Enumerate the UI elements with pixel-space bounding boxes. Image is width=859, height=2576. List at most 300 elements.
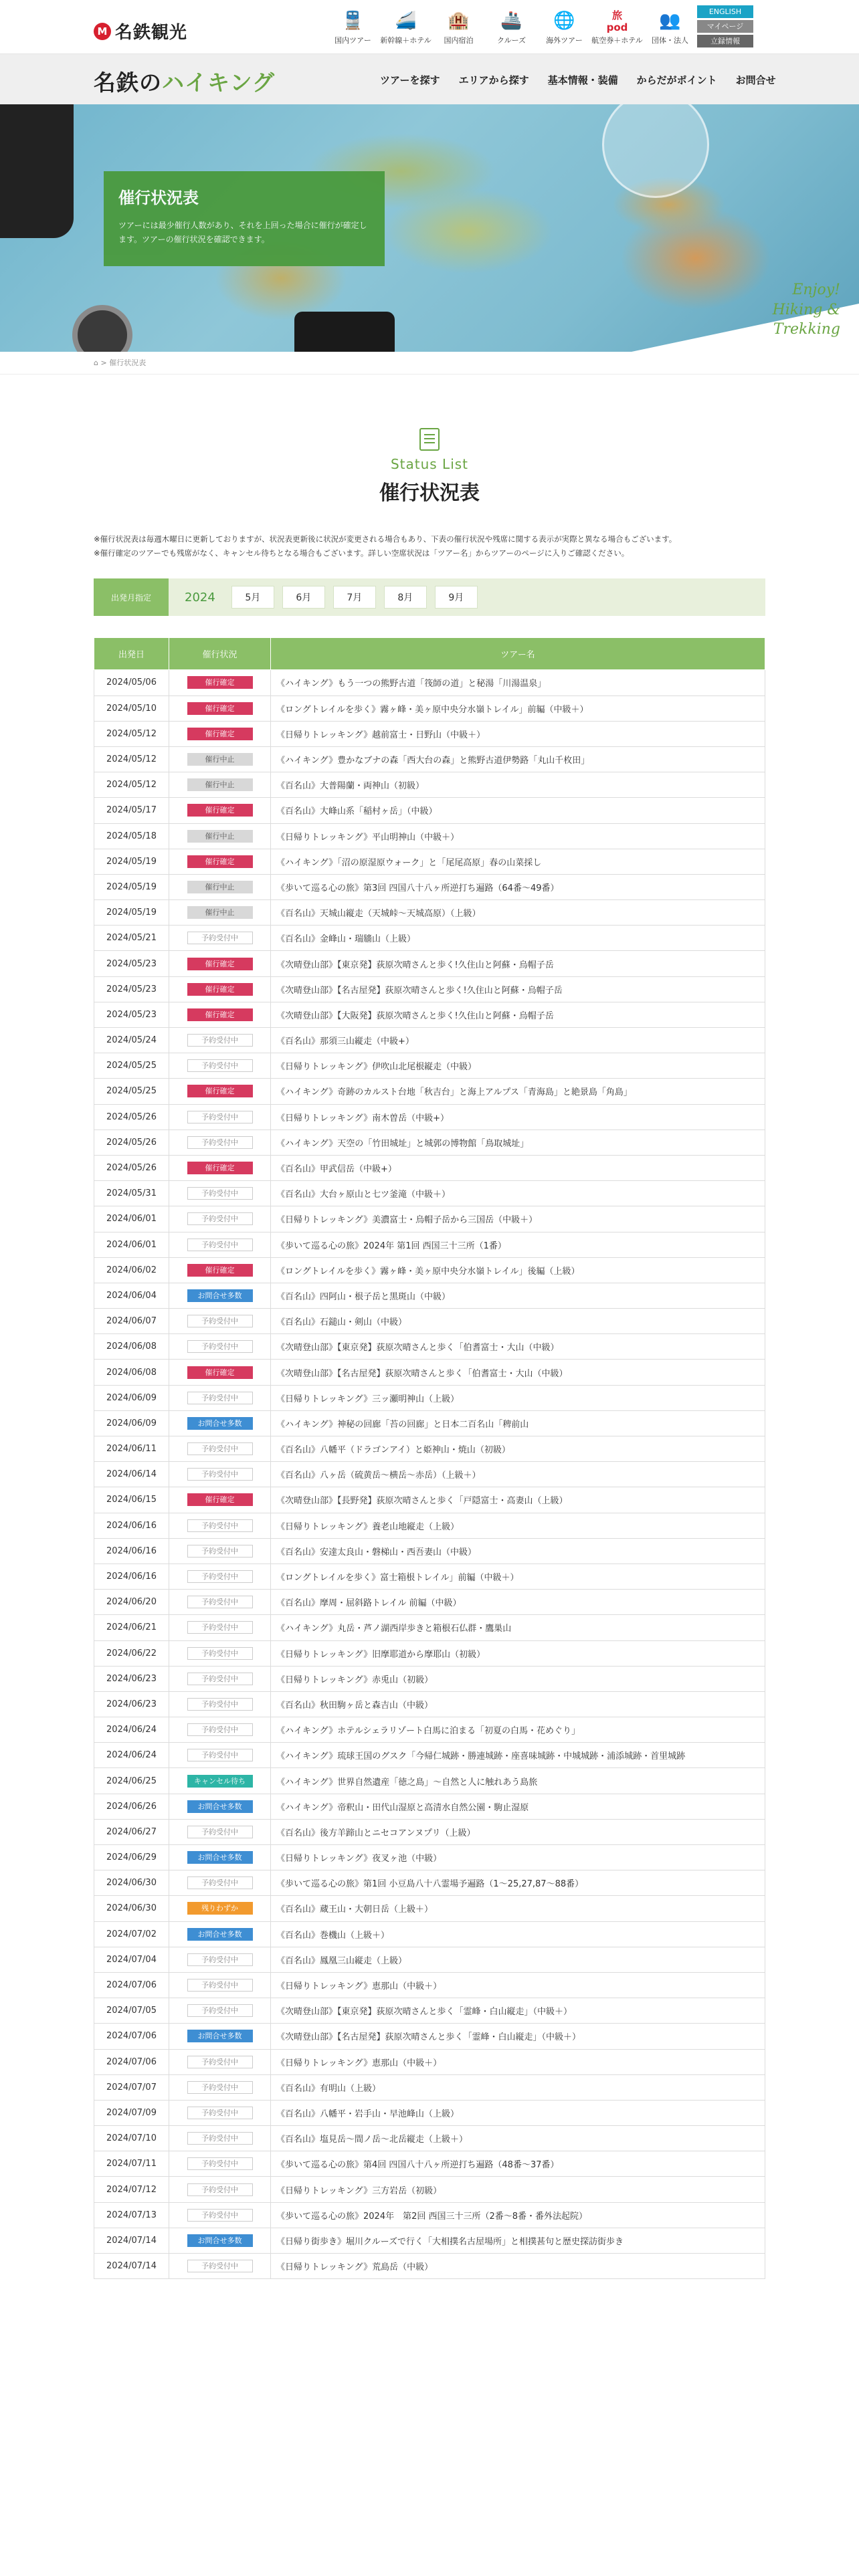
status-badge: お問合せ多数: [187, 2030, 253, 2042]
status-cell: [169, 772, 271, 798]
table-row: [94, 1666, 765, 1691]
tour-name-link[interactable]: 《ハイキング》もう一つの熊野古道「筏師の道」と秘湯「川湯温泉」: [271, 670, 765, 695]
tour-name-link[interactable]: 《歩いて巡る心の旅》第4回 四国八十八ヶ所逆打ち遍路（48番〜37番）: [271, 2151, 765, 2177]
status-badge: 催行確定: [187, 1264, 253, 1277]
status-badge: 予約受付中: [187, 1826, 253, 1838]
tour-name-link[interactable]: 《百名山》有明山（上級）: [271, 2074, 765, 2100]
tour-name-link[interactable]: 《ハイキング》奇跡のカルスト台地「秋吉台」と海上アルプス「青海島」と絶景島「角島」: [271, 1079, 765, 1104]
tour-name-link[interactable]: 《ハイキング》琉球王国のグスク「今帰仁城跡・勝連城跡・座喜味城跡・中城城跡・浦添城跡・首里城跡: [271, 1743, 765, 1768]
departure-date: 2024/06/04: [94, 1283, 169, 1308]
table-row: [94, 1028, 765, 1053]
departure-date: 2024/06/08: [94, 1360, 169, 1385]
table-row: [94, 1002, 765, 1027]
table-row: [94, 1462, 765, 1487]
table-row: [94, 823, 765, 849]
departure-date: 2024/05/17: [94, 798, 169, 823]
status-cell: [169, 976, 271, 1002]
status-cell: [169, 1462, 271, 1487]
table-row: [94, 1436, 765, 1462]
departure-date: 2024/06/16: [94, 1538, 169, 1564]
departure-date: 2024/06/15: [94, 1487, 169, 1513]
camera-image: [0, 104, 74, 238]
tour-name-link[interactable]: 《百名山》塩見岳〜間ノ岳〜北岳縦走（上級＋）: [271, 2126, 765, 2151]
departure-date: 2024/07/14: [94, 2254, 169, 2279]
mypage-link[interactable]: マイページ: [697, 20, 753, 33]
top-nav-label: 航空券＋ホテル: [591, 36, 643, 45]
table-row: [94, 1794, 765, 1819]
departure-date: 2024/07/14: [94, 2228, 169, 2253]
tour-name-link[interactable]: 《百名山》金峰山・瑞牆山（上級）: [271, 926, 765, 951]
table-row: [94, 1615, 765, 1640]
tour-name-link[interactable]: 《日帰りトレッキング》美濃富士・烏帽子岳から三国岳（中級＋）: [271, 1206, 765, 1232]
departure-date: 2024/07/02: [94, 1921, 169, 1947]
tour-name-link[interactable]: 《百名山》後方羊蹄山とニセコアンヌプリ（上級）: [271, 1819, 765, 1844]
tour-name-link[interactable]: 《百名山》大台ヶ原山と七ツ釜滝（中級＋）: [271, 1181, 765, 1206]
top-nav-label: 団体・法人: [652, 36, 688, 45]
departure-date: 2024/07/09: [94, 2100, 169, 2125]
tour-name-link[interactable]: 《歩いて巡る心の旅》2024年 第1回 西国三十三所（1番）: [271, 1232, 765, 1257]
status-badge: 催行中止: [187, 906, 253, 919]
tour-name-link[interactable]: 《ハイキング》天空の「竹田城址」と城郭の博物館「鳥取城址」: [271, 1130, 765, 1155]
status-badge: 予約受付中: [187, 1596, 253, 1608]
status-badge: 予約受付中: [187, 1468, 253, 1481]
compass-image: [602, 104, 709, 198]
status-cell: [169, 1487, 271, 1513]
tour-name-link[interactable]: 《百名山》鳳凰三山縦走（上級）: [271, 1947, 765, 1972]
departure-date: 2024/06/09: [94, 1410, 169, 1436]
table-row: [94, 1487, 765, 1513]
ship-icon: 🚢: [500, 11, 522, 31]
status-cell: [169, 1513, 271, 1538]
status-cell: [169, 1896, 271, 1921]
departure-date: 2024/05/12: [94, 746, 169, 772]
status-table: [94, 637, 765, 2279]
departure-date: 2024/06/16: [94, 1564, 169, 1589]
tour-name-link[interactable]: 《日帰りトレッキング》南木曽岳（中級+）: [271, 1104, 765, 1130]
departure-date: 2024/06/25: [94, 1768, 169, 1794]
phone-image: [294, 312, 395, 352]
tour-name-link[interactable]: 《百名山》八幡平・岩手山・早池峰山（上級）: [271, 2100, 765, 2125]
table-row: [94, 721, 765, 746]
table-row: [94, 2074, 765, 2100]
tour-name-link[interactable]: 《ロングトレイルを歩く》霧ヶ峰・美ヶ原中央分水嶺トレイル」前編（中級＋）: [271, 695, 765, 721]
status-cell: [169, 1309, 271, 1334]
document-icon: [419, 428, 440, 451]
table-row: [94, 1998, 765, 2024]
status-badge: 催行確定: [187, 676, 253, 689]
status-cell: [169, 1998, 271, 2024]
departure-date: 2024/06/09: [94, 1385, 169, 1410]
status-badge: 催行確定: [187, 1008, 253, 1021]
departure-date: 2024/06/29: [94, 1845, 169, 1870]
month-filter: [94, 578, 765, 616]
departure-date: 2024/06/23: [94, 1666, 169, 1691]
status-badge: 催行確定: [187, 804, 253, 817]
status-cell: [169, 2074, 271, 2100]
table-row: [94, 2126, 765, 2151]
status-cell: [169, 1743, 271, 1768]
tour-name-link[interactable]: 《日帰りトレッキング》夜叉ヶ池（中級）: [271, 1845, 765, 1870]
section-title-ja: 催行状況表: [379, 481, 480, 505]
top-nav-item-3[interactable]: [485, 9, 538, 45]
status-section: [0, 374, 859, 506]
nav-item-2[interactable]: 基本情報・装備: [547, 74, 618, 86]
tour-name-link[interactable]: 《日帰りトレッキング》養老山地縦走（上級）: [271, 1513, 765, 1538]
tour-name-link[interactable]: 《日帰りトレッキング》赤兎山（初級）: [271, 1666, 765, 1691]
status-badge: 予約受付中: [187, 1239, 253, 1251]
departure-date: 2024/06/14: [94, 1462, 169, 1487]
departure-date: 2024/06/26: [94, 1794, 169, 1819]
status-cell: [169, 926, 271, 951]
table-row: [94, 1640, 765, 1666]
status-badge: 予約受付中: [187, 1749, 253, 1761]
header-name: ツアー名: [271, 638, 765, 670]
departure-date: 2024/07/13: [94, 2202, 169, 2228]
departure-date: 2024/05/19: [94, 900, 169, 926]
status-badge: 予約受付中: [187, 1647, 253, 1660]
departure-date: 2024/05/12: [94, 772, 169, 798]
tour-name-link[interactable]: 《日帰りトレッキング》旧摩耶道から摩耶山（初級）: [271, 1640, 765, 1666]
status-badge: 催行中止: [187, 881, 253, 893]
status-badge: 催行確定: [187, 855, 253, 868]
tour-name-link[interactable]: 《ハイキング》ホテルシェラリゾート白馬に泊まる「初夏の白馬・花めぐり」: [271, 1717, 765, 1743]
status-cell: [169, 1538, 271, 1564]
status-cell: [169, 1640, 271, 1666]
departure-date: 2024/06/23: [94, 1691, 169, 1717]
top-nav-item-6[interactable]: [644, 9, 696, 45]
month-button[interactable]: 8月: [384, 586, 427, 609]
nav-item-1[interactable]: エリアから探す: [458, 74, 529, 86]
top-nav-item-2[interactable]: [432, 9, 485, 45]
status-cell: [169, 823, 271, 849]
status-cell: [169, 1232, 271, 1257]
status-badge: 予約受付中: [187, 1059, 253, 1072]
departure-date: 2024/06/21: [94, 1615, 169, 1640]
departure-date: 2024/06/02: [94, 1257, 169, 1283]
status-cell: [169, 1181, 271, 1206]
table-row: [94, 1947, 765, 1972]
departure-date: 2024/06/24: [94, 1717, 169, 1743]
top-nav-item-4[interactable]: [538, 9, 591, 45]
status-badge: 予約受付中: [187, 1111, 253, 1123]
table-row: [94, 1053, 765, 1079]
status-badge: 催行確定: [187, 983, 253, 996]
table-row: [94, 1870, 765, 1896]
departure-date: 2024/05/23: [94, 1002, 169, 1027]
status-cell: [169, 1360, 271, 1385]
table-row: [94, 1232, 765, 1257]
status-badge: 催行確定: [187, 1085, 253, 1097]
meitetsu-logo[interactable]: [94, 19, 187, 43]
status-cell: [169, 1334, 271, 1360]
table-row: [94, 2151, 765, 2177]
status-badge: 予約受付中: [187, 2183, 253, 2196]
tour-name-link[interactable]: 《ハイキング》世界自然遺産「徳之島」〜自然と人に触れあう島旅: [271, 1768, 765, 1794]
status-badge: 予約受付中: [187, 1392, 253, 1404]
tour-name-link[interactable]: 《百名山》四阿山・根子岳と黒斑山（中級）: [271, 1283, 765, 1308]
status-cell: [169, 1053, 271, 1079]
table-row: [94, 1360, 765, 1385]
tour-name-link[interactable]: 《百名山》摩周・屈斜路トレイル 前編（中級）: [271, 1590, 765, 1615]
departure-date: 2024/05/31: [94, 1181, 169, 1206]
status-cell: [169, 2228, 271, 2253]
departure-date: 2024/07/12: [94, 2177, 169, 2202]
status-cell: [169, 1436, 271, 1462]
table-row: [94, 746, 765, 772]
departure-date: 2024/06/30: [94, 1870, 169, 1896]
tour-name-link[interactable]: 《次晴登山部》【東京発】荻原次晴さんと歩く「伯耆富士・大山（中級）: [271, 1334, 765, 1360]
hiking-brand-logo[interactable]: [94, 66, 275, 97]
status-badge: 予約受付中: [187, 1621, 253, 1634]
tour-name-link[interactable]: 《ハイキング》神秘の回廊「苔の回廊」と日本二百名山「稗前山: [271, 1410, 765, 1436]
status-cell: [169, 1947, 271, 1972]
status-badge: 催行中止: [187, 778, 253, 791]
tour-name-link[interactable]: 《歩いて巡る心の旅》第3回 四国八十八ヶ所逆打ち遍路（64番〜49番）: [271, 874, 765, 899]
status-badge: 予約受付中: [187, 932, 253, 944]
tour-name-link[interactable]: 《百名山》巻機山（上級＋）: [271, 1921, 765, 1947]
tour-name-link[interactable]: 《次晴登山部》【大阪発】荻原次晴さんと歩く!久住山と阿蘇・烏帽子岳: [271, 1002, 765, 1027]
tour-name-link[interactable]: 《ハイキング》「沼の原湿原ウォーク」と「尾尾高原」春の山菜採し: [271, 849, 765, 874]
table-row: [94, 2100, 765, 2125]
departure-date: 2024/05/19: [94, 874, 169, 899]
status-badge: 予約受付中: [187, 2107, 253, 2119]
tour-name-link[interactable]: 《ハイキング》帝釈山・田代山湿原と高清水自然公園・駒止湿原: [271, 1794, 765, 1819]
status-cell: [169, 1921, 271, 1947]
status-cell: [169, 1870, 271, 1896]
table-row: [94, 1590, 765, 1615]
status-badge: 予約受付中: [187, 1698, 253, 1711]
status-cell: [169, 1385, 271, 1410]
table-row: [94, 874, 765, 899]
meitetsu-mark-icon: M: [94, 23, 111, 40]
tour-name-link[interactable]: 《百名山》大普陽蘭・両神山（初級）: [271, 772, 765, 798]
status-cell: [169, 670, 271, 695]
tour-name-link[interactable]: 《歩いて巡る心の旅》第1回 小豆島八十八霊場予遍路（1〜25,27,87〜88番）: [271, 1870, 765, 1896]
status-cell: [169, 874, 271, 899]
status-badge: 予約受付中: [187, 2209, 253, 2222]
status-badge: 予約受付中: [187, 1519, 253, 1532]
hero-title: 催行状況表: [118, 189, 199, 207]
month-button[interactable]: 9月: [435, 586, 478, 609]
status-cell: [169, 2254, 271, 2279]
status-badge: お問合せ多数: [187, 1289, 253, 1302]
status-cell: [169, 1845, 271, 1870]
tour-name-link[interactable]: 《百名山》八ヶ岳（硫黄岳〜横岳〜赤岳）（上級＋）: [271, 1462, 765, 1487]
watch-image: [72, 305, 132, 352]
status-cell: [169, 1717, 271, 1743]
tour-name-link[interactable]: 《歩いて巡る心の旅》2024年 第2回 西国三十三所（2番〜8番・番外法起院）: [271, 2202, 765, 2228]
departure-date: 2024/05/18: [94, 823, 169, 849]
hero-tagline-2: Hiking & Trekking: [772, 301, 840, 338]
status-badge: お問合せ多数: [187, 1851, 253, 1864]
status-badge: 予約受付中: [187, 2004, 253, 2017]
table-row: [94, 1819, 765, 1844]
departure-date: 2024/07/06: [94, 1972, 169, 1998]
top-nav-item-5[interactable]: [591, 9, 644, 45]
logo-text: 名鉄観光: [115, 23, 188, 43]
departure-date: 2024/06/11: [94, 1436, 169, 1462]
month-button[interactable]: 5月: [231, 586, 274, 609]
top-bar: [0, 0, 859, 53]
month-button[interactable]: 6月: [282, 586, 325, 609]
register-link[interactable]: 立録情報: [697, 35, 753, 47]
nav-item-0[interactable]: ツアーを探す: [380, 74, 440, 86]
month-filter-label: 出発月指定: [94, 578, 169, 616]
status-badge: 予約受付中: [187, 1673, 253, 1685]
departure-date: 2024/05/25: [94, 1079, 169, 1104]
month-button[interactable]: 7月: [333, 586, 376, 609]
status-cell: [169, 2049, 271, 2074]
tour-name-link[interactable]: 《次晴登山部》【東京発】荻原次晴さんと歩く「霊峰・白山縦走」（中級＋）: [271, 1998, 765, 2024]
departure-date: 2024/06/08: [94, 1334, 169, 1360]
status-badge: お問合せ多数: [187, 1800, 253, 1813]
tour-name-link[interactable]: 《日帰りトレッキング》伊吹山北尾根縦走（中級）: [271, 1053, 765, 1079]
status-badge: 予約受付中: [187, 1136, 253, 1149]
tour-name-link[interactable]: 《日帰りトレッキング》三方岩岳（初級）: [271, 2177, 765, 2202]
status-badge: 予約受付中: [187, 2260, 253, 2272]
tour-name-link[interactable]: 《日帰りトレッキング》三ッ瀬明神山（上級）: [271, 1385, 765, 1410]
table-row: [94, 1206, 765, 1232]
notes: [94, 532, 765, 560]
breadcrumb: ⌂ > 催行状況表: [0, 352, 859, 374]
tour-name-link[interactable]: 《百名山》那須三山縦走（中級+）: [271, 1028, 765, 1053]
departure-date: 2024/05/23: [94, 976, 169, 1002]
section-title-en: Status List: [390, 456, 469, 472]
table-row: [94, 1564, 765, 1589]
status-cell: [169, 1410, 271, 1436]
status-cell: [169, 849, 271, 874]
status-cell: [169, 746, 271, 772]
status-cell: [169, 900, 271, 926]
departure-date: 2024/06/27: [94, 1819, 169, 1844]
hero-tagline: [713, 280, 840, 340]
tour-name-link[interactable]: 《百名山》大峰山系「稲村ヶ岳」（中級）: [271, 798, 765, 823]
tour-name-link[interactable]: 《次晴登山部》【名古屋発】荻原次晴さんと歩く!久住山と阿蘇・烏帽子岳: [271, 976, 765, 1002]
table-row: [94, 1155, 765, 1180]
tour-name-link[interactable]: 《次晴登山部》【名古屋発】荻原次晴さんと歩く「伯耆富士・大山（中級）: [271, 1360, 765, 1385]
tour-name-link[interactable]: 《次晴登山部》【名古屋発】荻原次晴さんと歩く「霊峰・白山縦走」（中級＋）: [271, 2024, 765, 2049]
tour-name-link[interactable]: 《ロングトレイルを歩く》富士箱根トレイル」前編（中級＋）: [271, 1564, 765, 1589]
table-row: [94, 1768, 765, 1794]
hero-textbox: [104, 171, 385, 266]
home-icon[interactable]: ⌂: [94, 358, 98, 367]
tour-name-link[interactable]: 《日帰り街歩き》堀川クルーズで行く「大相撲名古屋場所」と相撲甚句と歴史探訪街歩き: [271, 2228, 765, 2253]
departure-date: 2024/07/04: [94, 1947, 169, 1972]
table-row: [94, 772, 765, 798]
departure-date: 2024/05/25: [94, 1053, 169, 1079]
table-row: [94, 1181, 765, 1206]
tour-name-link[interactable]: 《百名山》秋田駒ヶ岳と森吉山（中級）: [271, 1691, 765, 1717]
table-row: [94, 1334, 765, 1360]
tour-name-link[interactable]: 《百名山》甲武信岳（中級+）: [271, 1155, 765, 1180]
departure-date: 2024/07/06: [94, 2024, 169, 2049]
status-cell: [169, 2151, 271, 2177]
departure-date: 2024/06/24: [94, 1743, 169, 1768]
tour-name-link[interactable]: 《日帰りトレッキング》恵那山（中級＋）: [271, 1972, 765, 1998]
status-badge: 予約受付中: [187, 1187, 253, 1200]
top-nav-item-0[interactable]: [326, 9, 379, 45]
status-badge: 催行確定: [187, 728, 253, 740]
status-cell: [169, 1590, 271, 1615]
table-row: [94, 976, 765, 1002]
table-row: [94, 1257, 765, 1283]
status-cell: [169, 2024, 271, 2049]
departure-date: 2024/05/26: [94, 1155, 169, 1180]
departure-date: 2024/05/24: [94, 1028, 169, 1053]
status-cell: [169, 1666, 271, 1691]
departure-date: 2024/07/06: [94, 2049, 169, 2074]
nav-item-3[interactable]: からだがポイント: [636, 74, 717, 86]
note-2: ※催行確定のツアーでも残席がなく、キャンセル待ちとなる場合もございます。詳しい空席状況は「ツアー名」からツアーのページに入りご確認ください。: [94, 548, 630, 558]
tour-name-link[interactable]: 《ロングトレイルを歩く》霧ヶ峰・美ヶ原中央分水嶺トレイル」後編（上級）: [271, 1257, 765, 1283]
table-row: [94, 2202, 765, 2228]
breadcrumb-current: 催行状況表: [109, 358, 147, 367]
table-row: [94, 1717, 765, 1743]
table-row: [94, 670, 765, 695]
tour-name-link[interactable]: 《百名山》天城山縦走（天城峠〜天城高原）（上級）: [271, 900, 765, 926]
status-cell: [169, 2100, 271, 2125]
tour-name-link[interactable]: 《日帰りトレッキング》越前富士・日野山（中級＋）: [271, 721, 765, 746]
hero-description: ツアーには最少催行人数があり、それを上回った場合に催行が確定します。ツアーの催行状況を確認できます。: [118, 221, 367, 244]
departure-date: 2024/05/12: [94, 721, 169, 746]
status-badge: 予約受付中: [187, 1545, 253, 1558]
status-cell: [169, 1104, 271, 1130]
status-badge: 予約受付中: [187, 1876, 253, 1889]
tour-name-link[interactable]: 《次晴登山部》【東京発】荻原次晴さんと歩く!久住山と阿蘇・烏帽子岳: [271, 951, 765, 976]
tour-name-link[interactable]: 《次晴登山部》【長野発】荻原次晴さんと歩く「戸隠富士・高妻山（上級）: [271, 1487, 765, 1513]
tour-name-link[interactable]: 《日帰りトレッキング》平山明神山（中級＋）: [271, 823, 765, 849]
header-status: 催行状況: [169, 638, 271, 670]
status-badge: 予約受付中: [187, 1570, 253, 1583]
status-badge: 催行確定: [187, 1366, 253, 1379]
header-date: 出発日: [94, 638, 169, 670]
table-row: [94, 1743, 765, 1768]
status-cell: [169, 951, 271, 976]
table-row: [94, 1691, 765, 1717]
departure-date: 2024/05/10: [94, 695, 169, 721]
status-cell: [169, 2126, 271, 2151]
status-badge: 予約受付中: [187, 1034, 253, 1047]
top-nav-item-1[interactable]: [379, 9, 432, 45]
status-cell: [169, 1283, 271, 1308]
departure-date: 2024/05/26: [94, 1104, 169, 1130]
tour-name-link[interactable]: 《百名山》安達太良山・磐梯山・西吾妻山（中級）: [271, 1538, 765, 1564]
departure-date: 2024/07/05: [94, 1998, 169, 2024]
top-nav-label: 国内宿泊: [444, 36, 474, 45]
globe-icon: 🌐: [553, 11, 575, 31]
status-badge: 催行確定: [187, 1162, 253, 1174]
tour-name-link[interactable]: 《ハイキング》豊かなブナの森「西大台の森」と熊野古道伊勢路「丸山千枚田」: [271, 746, 765, 772]
group-icon: 👥: [659, 11, 681, 31]
nav-item-4[interactable]: お問合せ: [735, 74, 776, 86]
status-cell: [169, 695, 271, 721]
tour-name-link[interactable]: 《日帰りトレッキング》荒島岳（中級）: [271, 2254, 765, 2279]
departure-date: 2024/05/26: [94, 1130, 169, 1155]
status-cell: [169, 1615, 271, 1640]
tour-name-link[interactable]: 《百名山》八幡平（ドラゴンアイ）と姫神山・焼山（初級）: [271, 1436, 765, 1462]
status-cell: [169, 1155, 271, 1180]
status-badge: 予約受付中: [187, 2056, 253, 2068]
table-row: [94, 1845, 765, 1870]
table-row: [94, 2228, 765, 2253]
english-link[interactable]: ENGLISH: [697, 5, 753, 18]
note-1: ※催行状況表は毎週木曜日に更新しておりますが、状況表更新後に状況が変更される場合もあり、下表の催行状況や残席に関する表示が実際と異なる場合もございます。: [94, 534, 677, 544]
tour-name-link[interactable]: 《百名山》蔵王山・大朝日岳（上級＋）: [271, 1896, 765, 1921]
tour-name-link[interactable]: 《日帰りトレッキング》恵那山（中級＋）: [271, 2049, 765, 2074]
tour-name-link[interactable]: 《百名山》石鎚山・剣山（中級）: [271, 1309, 765, 1334]
top-nav-label: 新幹線＋ホテル: [380, 36, 432, 45]
tour-name-link[interactable]: 《ハイキング》丸岳・芦ノ湖西岸歩きと箱根石仏群・鷹巣山: [271, 1615, 765, 1640]
